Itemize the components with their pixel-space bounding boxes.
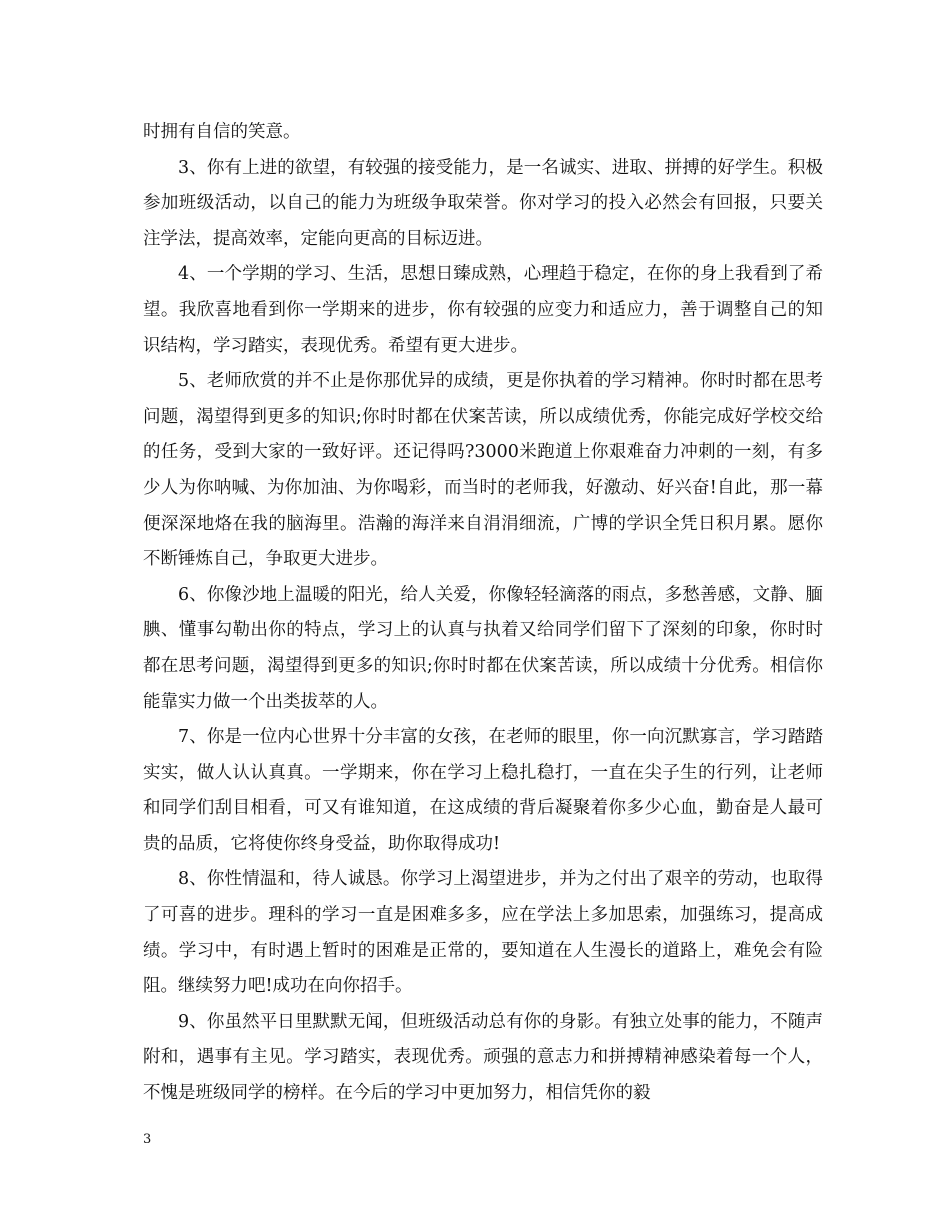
paragraph-2: 3、你有上进的欲望，有较强的接受能力，是一名诚实、进取、拼搏的好学生。积极参加班级活动，以自己的能力为班级争取荣誉。你对学习的投入必然会有回报，只要关注学法，提高效率，定能向更高的目标迈进。	[143, 157, 823, 249]
paragraph-7: 8、你性情温和，待人诚恳。你学习上渴望进步，并为之付出了艰辛的劳动，也取得了可喜的进步。理科的学习一直是困难多多，应在学法上多加思索，加强练习，提高成绩。学习中，有时遇上暂时的困难是正常的，要知道在人生漫长的道路上，难免会有险阻。继续努力吧!成功在向你招手。	[143, 869, 823, 997]
paragraph-5: 6、你像沙地上温暖的阳光，给人关爱，你像轻轻滴落的雨点，多愁善感，文静、腼腆、懂事勾勒出你的特点，学习上的认真与执着又给同学们留下了深刻的印象，你时时都在思考问题，渴望得到更多的知识;你时时都在伏案苦读，所以成绩十分优秀。相信你能靠实力做一个出类拔萃的人。	[143, 584, 823, 712]
paragraph-6: 7、你是一位内心世界十分丰富的女孩，在老师的眼里，你一向沉默寡言，学习踏踏实实，做人认认真真。一学期来，你在学习上稳扎稳打，一直在尖子生的行列，让老师和同学们刮目相看，可又有谁知道，在这成绩的背后凝聚着你多少心血，勤奋是人最可贵的品质，它将使你终身受益，助你取得成功!	[143, 727, 823, 854]
paragraph-4: 5、老师欣赏的并不止是你那优异的成绩，更是你执着的学习精神。你时时都在思考问题，渴望得到更多的知识;你时时都在伏案苦读，所以成绩优秀，你能完成好学校交给的任务，受到大家的一致好评。还记得吗?3000米跑道上你艰难奋力冲刺的一刻，有多少人为你呐喊、为你加油、为你喝彩，而当时的老师我，好激动、好兴奋!自此，那一幕便深深地烙在我的脑海里。浩瀚的海洋来自涓涓细流，广博的学识全凭日积月累。愿你不断锤炼自己，争取更大进步。	[143, 371, 823, 570]
paragraph-3: 4、一个学期的学习、生活，思想日臻成熟，心理趋于稳定，在你的身上我看到了希望。我欣喜地看到你一学期来的进步，你有较强的应变力和适应力，善于调整自己的知识结构，学习踏实，表现优秀。希望有更大进步。	[143, 264, 823, 356]
page-number: 3	[143, 1132, 152, 1147]
document-body	[143, 115, 823, 1112]
paragraph-1: 时拥有自信的笑意。	[143, 122, 301, 142]
paragraph-8: 9、你虽然平日里默默无闻，但班级活动总有你的身影。有独立处事的能力，不随声附和，遇事有主见。学习踏实，表现优秀。顽强的意志力和拼搏精神感染着每一个人，不愧是班级同学的榜样。在今后的学习中更加努力，相信凭你的毅	[143, 1011, 823, 1104]
